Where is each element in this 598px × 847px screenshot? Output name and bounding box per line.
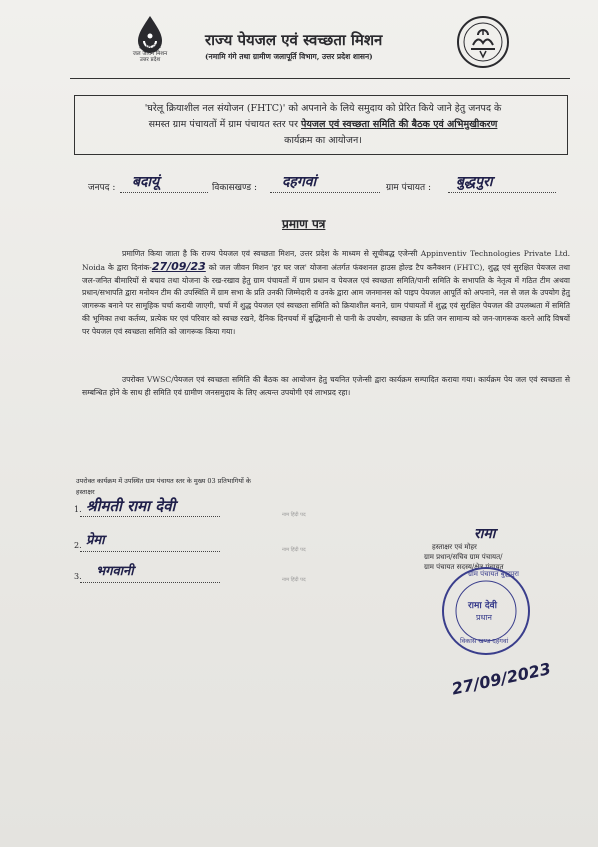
certificate-paragraph-1 xyxy=(82,248,570,339)
program-line-text: समस्त ग्राम पंचायतों में ग्राम पंचायत स्तर पर xyxy=(148,119,301,130)
logo-caption-line: हर घर जल xyxy=(139,44,161,50)
stamp-caption-line: ग्राम प्रधान/सचिव ग्राम पंचायत/ xyxy=(424,553,503,561)
signature-3: भगवानी xyxy=(96,564,134,579)
mission-subtitle: (नमामि गंगे तथा ग्रामीण जलापूर्ति विभाग, उत्तर प्रदेश शासन) xyxy=(205,52,373,61)
certificate-paragraph-2: उपरोक्त VWSC/पेयजल एवं स्वच्छता समिति की बैठक का आयोजन हेतु चयनित एजेन्सी द्वारा कार्यक्रम सम्पादित कराया गया। कार्यक्रम पेय जल एवं स्वच्छता से सम्बन्धित होने के साथ ही समिति एवं ग्रामीण जनसमुदाय के लिए अत्यन्त उपयोगी एवं लाभप्रद रहा। xyxy=(82,375,570,397)
district-label: जनपद : xyxy=(88,183,116,193)
certificate-text: को जल जीवन मिशन 'हर घर जल' योजना अंतर्गत फंक्शनल हाउस होल्ड टैप कनैक्शन (FHTC), शुद्ध एवं सुरक्षित पेयजल तथा जल-जनित बीमारियों से बचाव तथा योजना के रख-रखाव हेतु ग्राम पंचायतों में ग्राम प्रधान व पेयजल एवं स्वच्छता समिति/पानी समिति के सभापति के नेतृत्व में गठित टीम अथवा प्रधान/सभापति द्वारा मनोयन टीम की उपस्थिति में ग्राम सभा के प्रति उनकी जिम्मेदारी व उनके द्वारा आम जनमानस को पाइप पेयजल आपूर्ति को अपनाने, नल से जल के उपयोग हेतु जागरूक बनाने पर सामूहिक चर्चा करायी जाएगी, चर्चा में शुद्ध पेयजल एवं स्वच्छता समिति को क्रियाशील बनाने, ग्राम पंचायतों में शुद्ध एवं सुरक्षित पेयजल की उपलब्धता में समिति की भूमिका तथा कर्तव्य, प्रत्येक घर एवं परिवार को स्वच्छ रखने, दैनिक दिनचर्या में बुद्धिमानी से पानी के उपयोग, स्वच्छता के प्रति जन सामान्य को जन-जागरूक करने आदि विषयों पर पेयजल एवं स्वच्छता समिति को जागरूक किया गया। xyxy=(82,262,570,336)
gram-panchayat-line xyxy=(448,192,556,193)
handwritten-date: 27/09/2023 xyxy=(450,659,553,699)
signature-2: प्रेमा xyxy=(86,533,105,548)
signature-line xyxy=(80,551,220,552)
signatures-heading: हस्ताक्षर xyxy=(76,488,95,496)
up-state-emblem xyxy=(456,15,510,69)
program-line: कार्यक्रम का आयोजन। xyxy=(284,135,362,146)
seal-role: प्रधान xyxy=(476,613,492,622)
seal-name: रामा देवी xyxy=(468,601,497,611)
stamp-caption-line: ग्राम पंचायत सदस्य/क्षेत्र पंचायत xyxy=(424,563,504,571)
certificate-text: प्रमाणित किया जाता है कि राज्य पेयजल एवं स्वच्छता मिशन, उत्तर प्रदेश के माध्यम से सूचीबद्ध एजेन्सी Appinventiv Technologies Private Ltd. Noida के द्वारा दिनांक- xyxy=(82,249,570,272)
logo-caption-line: जल जीवन मिशन xyxy=(132,50,168,57)
header-divider xyxy=(70,78,570,79)
gram-panchayat-value: बुद्धपुरा xyxy=(456,174,493,190)
program-line: 'घरेलू क्रियाशील नल संयोजन (FHTC)' को अपनाने के लिये समुदाय को प्रेरित किये जाने हेतु जनपद के xyxy=(144,103,502,114)
seal-bottom-text: विकास खण्ड दहगवां xyxy=(460,637,509,645)
block-line xyxy=(270,192,380,193)
certificate-heading: प्रमाण पत्र xyxy=(282,217,326,231)
signature-number: 1. xyxy=(74,505,82,514)
logo-caption xyxy=(128,44,172,64)
signature-hint: नाम हिंदी पद xyxy=(282,547,306,553)
seal-top-text: ग्राम पंचायत बुद्धपुरा xyxy=(468,570,519,578)
block-label: विकासखण्ड : xyxy=(212,183,258,193)
program-description xyxy=(88,101,558,149)
gram-panchayat-label: ग्राम पंचायत : xyxy=(386,183,432,193)
logo-caption-line: उत्तर प्रदेश xyxy=(139,57,161,63)
district-value: बदायूं xyxy=(132,174,160,190)
signatures-intro: उपरोक्त कार्यक्रम में उपस्थित ग्राम पंचायत स्तर के मुख्य 03 प्रतिभागियों के xyxy=(76,477,251,485)
signature-1: श्रीमती रामा देवी xyxy=(86,497,176,515)
signature-hint: नाम हिंदी पद xyxy=(282,512,306,518)
pradhan-signature: रामा xyxy=(474,526,496,542)
signature-line xyxy=(80,582,220,583)
signature-line xyxy=(80,516,220,517)
block-value: दहगवां xyxy=(282,174,317,190)
signature-number: 3. xyxy=(74,572,82,581)
mission-title: राज्य पेयजल एवं स्वच्छता मिशन xyxy=(205,31,383,49)
program-date: 27/09/23 xyxy=(151,259,206,273)
stamp-caption-line: हस्ताक्षर एवं मोहर xyxy=(432,543,477,551)
program-line xyxy=(88,117,558,133)
signature-number: 2. xyxy=(74,541,82,550)
district-line xyxy=(120,192,208,193)
signature-hint: नाम हिंदी पद xyxy=(282,577,306,583)
program-line-emphasis: पेयजल एवं स्वच्छता समिति की बैठक एवं अभिमुखीकरण xyxy=(300,119,498,130)
